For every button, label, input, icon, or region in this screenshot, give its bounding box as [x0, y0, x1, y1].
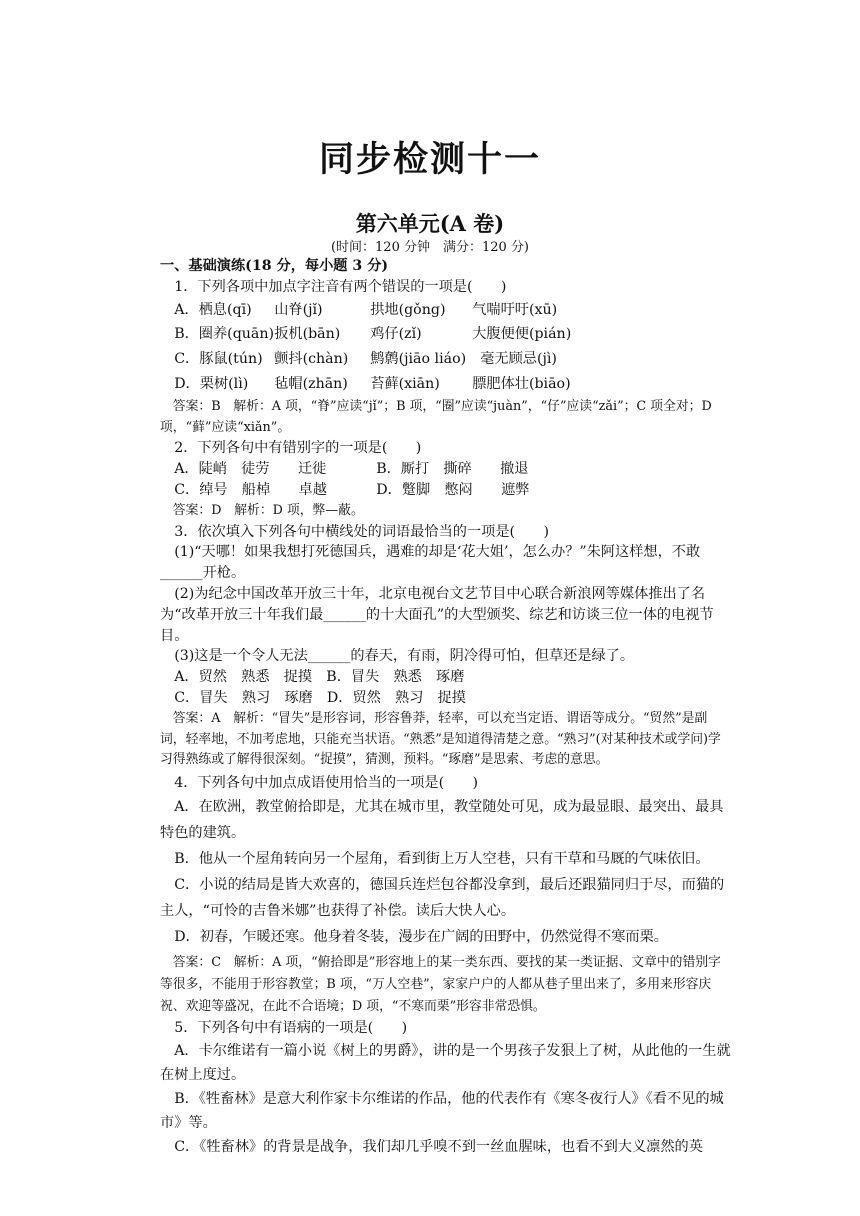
question-5-option-b: B．《牲畜林》是意大利作家卡尔维诺的作品，他的代表作有《寒冬夜行人》《看不见的城市》等。: [160, 1090, 724, 1131]
exam-meta: (时间：120 分钟 满分：120 分): [330, 240, 530, 255]
option-item: 山脊(jǐ): [274, 301, 323, 318]
answer-2: 答案：D 解析：D 项，弊—蔽。: [172, 502, 364, 518]
option-item: 鸡仔(zǐ): [370, 326, 422, 343]
option-item: B．圈养(quān): [174, 326, 275, 343]
option-item: 大腹便便(pián): [472, 326, 572, 343]
question-2-options-cd: [160, 480, 732, 501]
question-3-options-cd: C．冒失 熟习 琢磨 D．贸然 熟习 捉摸: [174, 689, 466, 706]
section-heading: 一、基础演练(18 分，每小题 3 分): [160, 258, 389, 274]
question-3-stem: 3．依次填入下列各句中横线处的词语最恰当的一项是( ): [174, 523, 549, 540]
option-item: 气喘吁吁(xū): [472, 301, 558, 318]
question-4-stem: 4．下列各句中加点成语使用恰当的一项是( ): [174, 775, 479, 792]
option-item: C．绰号 船棹 卓越: [174, 481, 327, 498]
question-5-option-c: C．《牲畜林》的背景是战争，我们却几乎嗅不到一丝血腥味，也看不到大义凛然的英: [174, 1138, 703, 1155]
option-item: A．陡峭 徒劳 迁徙: [174, 461, 327, 478]
option-item: D．栗树(lì): [174, 375, 249, 392]
question-5-stem: 5．下列各句中有语病的一项是( ): [174, 1019, 408, 1036]
page-title: 同步检测十一: [318, 140, 541, 180]
option-item: 颤抖(chàn): [274, 351, 349, 368]
option-item: 扳机(bān): [274, 326, 341, 343]
question-3-sentence-3: (3)这是一个令人无法______的春天，有雨，阴冷得可怕，但草还是绿了。: [174, 648, 635, 665]
option-item: 膘肥体壮(biāo): [472, 375, 571, 392]
option-item: 鹪鹩(jiāo liáo): [370, 351, 467, 368]
question-1-option-c: [160, 349, 732, 370]
option-item: 毫无顾忌(jì): [480, 351, 557, 368]
question-4-option-c: C．小说的结局是皆大欢喜的，德国兵连烂包谷都没拿到，最后还跟猫同归于尽，而猫的主人，“可怜的吉鲁米娜”也获得了补偿。读后大快人心。: [160, 876, 725, 919]
question-1-stem: 1．下列各项中加点字注音有两个错误的一项是( ): [174, 278, 507, 295]
option-item: A．栖息(qī): [174, 301, 252, 318]
question-1-option-a: [160, 300, 732, 321]
answer-4: 答案：C 解析：A 项，“俯拾即是”形容地上的某一类东西、要找的某一类证据、文章中的错别字等很多，不能用于形容教堂；B 项，“万人空巷”，家家户户的人都从巷子里出来了，多用来形容庆祝、欢迎等盛况，在此不合语境；D 项，“不寒而栗”形容非常恐惧。: [160, 954, 721, 1014]
option-item: 拱地(gǒng): [370, 301, 446, 318]
question-5-option-a: A．卡尔维诺有一篇小说《树上的男爵》，讲的是一个男孩子发狠上了树，从此他的一生就在树上度过。: [160, 1042, 731, 1083]
question-4-option-a: A．在欧洲，教堂俯拾即是，尤其在城市里，教堂随处可见，成为最显眼、最突出、最具特色的建筑。: [160, 798, 724, 841]
answer-3: 答案：A 解析：“冒失”是形容词，形容鲁莽，轻率，可以充当定语、谓语等成分。“贸然”是副词，轻率地，不加考虑地，只能充当状语。“熟悉”是知道得清楚之意。“熟习”(对某种技术或学问)学习得熟练或了解得很深刻。“捉摸”，猜测，预料。“琢磨”是思索、考虑的意思。: [160, 710, 721, 768]
option-item: 苔藓(xiān): [370, 375, 440, 392]
question-3-options-ab: A．贸然 熟悉 捉摸 B．冒失 熟悉 琢磨: [174, 669, 465, 686]
document-body: [160, 256, 732, 1159]
question-4-option-d: D．初春，乍暖还寒。他身着冬装，漫步在广阔的田野中，仍然觉得不寒而栗。: [174, 928, 668, 945]
question-3-sentence-2: (2)为纪念中国改革开放三十年，北京电视台文艺节目中心联合新浪网等媒体推出了名为“改革开放三十年我们最______的十大面孔”的大型颁奖、综艺和访谈三位一体的电视节目。: [160, 585, 714, 644]
option-item: D．蹩脚 憋闷 遮弊: [376, 481, 530, 498]
unit-title: 第六单元(A 卷): [355, 211, 505, 236]
answer-1: 答案：B 解析：A 项，“脊”应读“jǐ”；B 项，“圈”应读“juàn”，“仔”应读“zǎi”；C 项全对；D 项，“藓”应读“xiǎn”。: [160, 398, 712, 435]
option-item: 毡帽(zhān): [274, 375, 348, 392]
question-3-sentence-1: (1)“天哪！如果我想打死德国兵，遇难的却是‘花大姐’，怎么办？”朱阿这样想，不敢______开枪。: [160, 544, 701, 582]
question-4-option-b: B．他从一个屋角转向另一个屋角，看到街上万人空巷，只有干草和马厩的气味依旧。: [174, 850, 710, 867]
question-1-option-d: [160, 374, 732, 395]
option-item: B．厮打 撕碎 撤退: [376, 461, 529, 478]
question-1-option-b: [160, 324, 732, 345]
question-2-stem: 2．下列各句中有错别字的一项是( ): [174, 440, 422, 457]
option-item: C．豚鼠(tún): [174, 351, 263, 368]
question-2-options-ab: [160, 459, 732, 480]
